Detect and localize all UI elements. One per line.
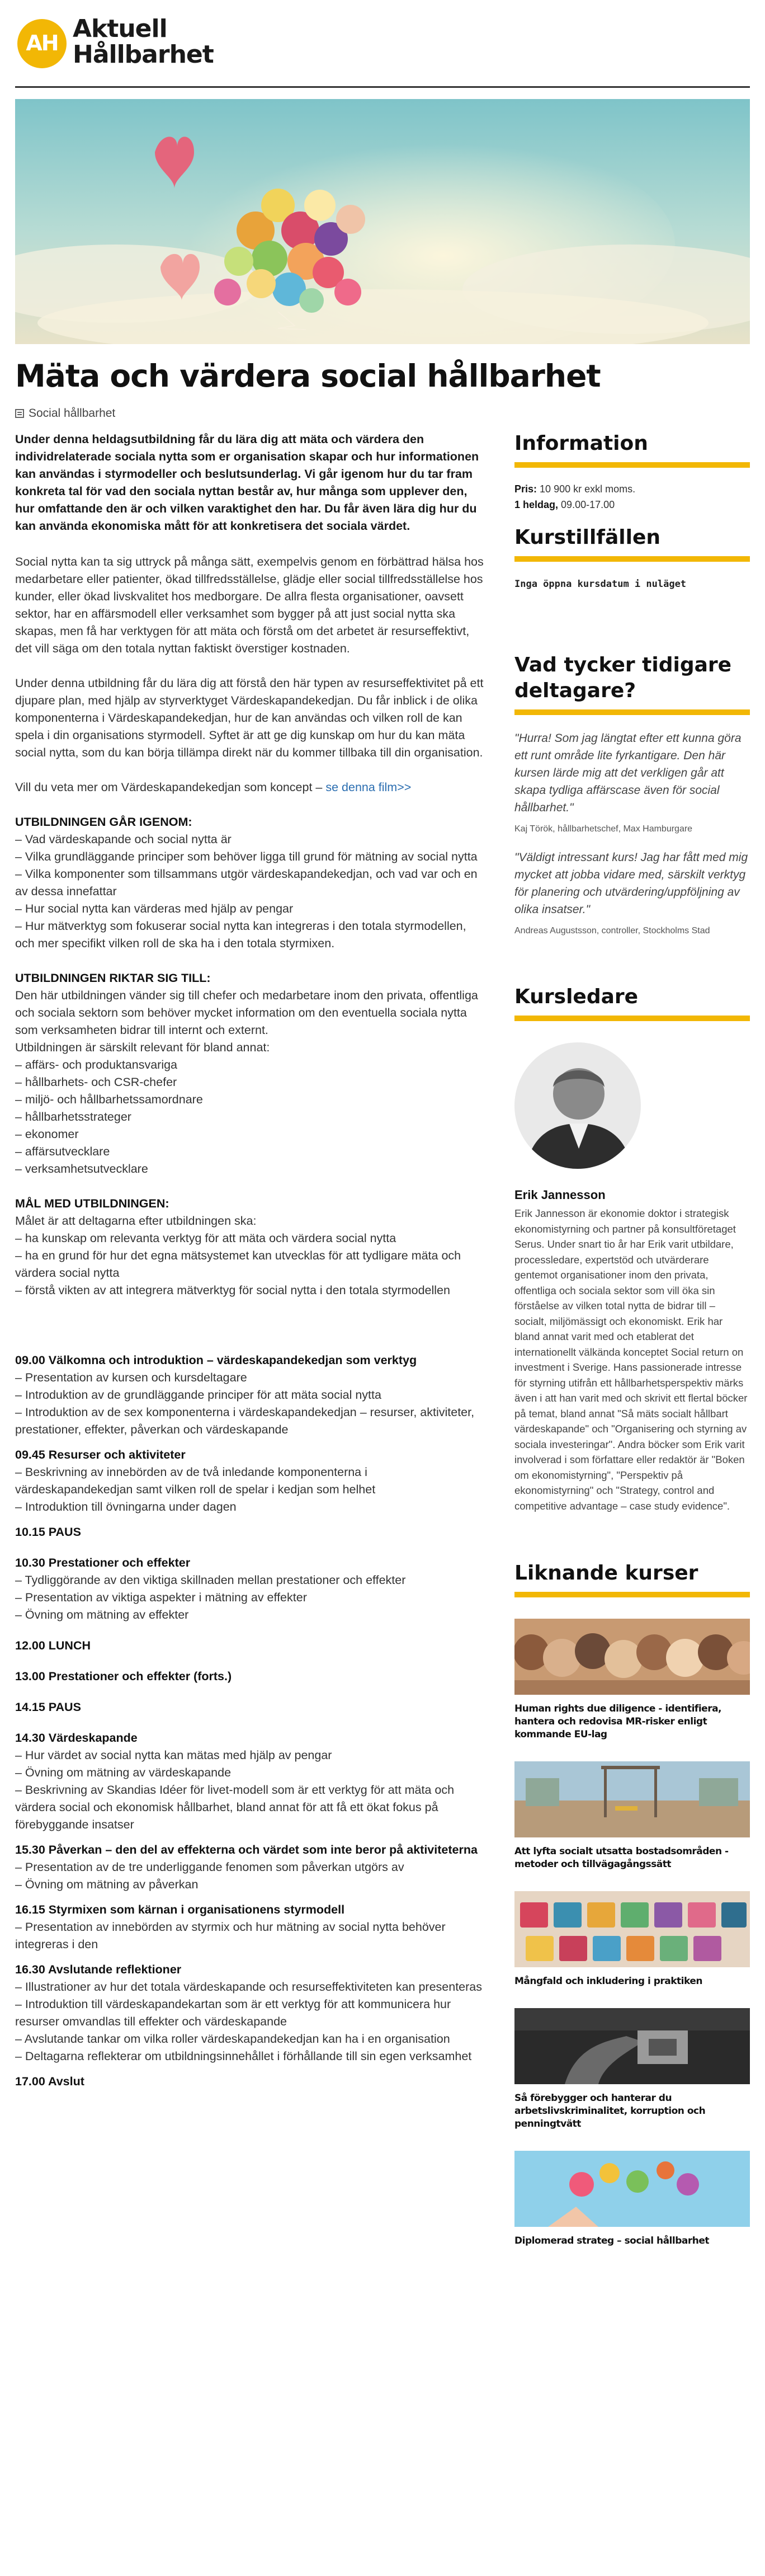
target-audience-item: – miljö- och hållbarhetssamordnare (15, 1093, 203, 1106)
body-paragraph-3 (15, 779, 485, 796)
schedule-line: – Övning om mätning av påverkan (15, 1878, 199, 1891)
body-paragraph-2: Under denna utbildning får du lära dig att förstå den här typen av resurseffektivitet på ett djupare plan, med hjälp av styrverktyget Värdeskapandekedjan. Du får inblick i de olika komponenterna i Värdeskapandekedjan, hur de kan användas och vilken roll de kan spela i din organisations styrmodell. Syftet är att ge dig kunskap om hur du kan mäta social nytta, som du kan börja tillämpa direkt när du kommer tillbaka till din organisation. (15, 676, 484, 759)
price-row (514, 481, 750, 497)
schedule-afternoon: 13.00 Prestationer och effekter (forts.) (15, 1670, 232, 1683)
logo-line1: Aktuell (73, 15, 167, 43)
similar-course-title[interactable]: Så förebygger och hanterar du arbetslivskriminalitet, korruption och penningtvätt (514, 2093, 706, 2130)
schedule-line: – Hur värdet av social nytta kan mätas med hjälp av pengar (15, 1748, 332, 1762)
information-heading: Information (514, 431, 750, 468)
similar-course-title[interactable]: Diplomerad strateg – social hållbarhet (514, 2235, 709, 2246)
schedule-item (15, 1901, 485, 1953)
similar-course-card[interactable] (514, 2151, 750, 2248)
similar-course-card[interactable] (514, 1761, 750, 1871)
similar-course-card[interactable] (514, 1891, 750, 1988)
schedule-line: – Illustrationer av hur det totala värdeskapande och resurseffektiviteten kan presenteras (15, 1980, 483, 1994)
course-covers-item: – Hur social nytta kan värderas med hjälp av pengar (15, 902, 294, 915)
category-label: Social hållbarhet (29, 407, 116, 420)
teacher-heading: Kursledare (514, 984, 750, 1021)
schedule-item (15, 1352, 485, 1439)
target-audience-item: – hållbarhets- och CSR-chefer (15, 1075, 177, 1089)
schedule-break: 10.15 PAUS (15, 1525, 81, 1539)
target-audience-section (15, 970, 485, 1178)
schedule-line: – Introduktion av de sex komponenterna i värdeskapandekedjan – resurser, aktiviteter, prestationer, effekter, påverkan och värdeskapande (15, 1405, 475, 1436)
category-link[interactable] (15, 407, 115, 420)
duration-label: 1 heldag, (514, 499, 559, 510)
target-audience-item: – affärsutvecklare (15, 1145, 110, 1158)
target-audience-intro: Utbildningen är särskilt relevant för bland annat: (15, 1041, 270, 1054)
aims-heading: MÅL MED UTBILDNINGEN: (15, 1197, 169, 1210)
schedule-lunch: 12.00 LUNCH (15, 1639, 91, 1652)
duration-value: 09.00-17.00 (561, 499, 615, 510)
site-header (15, 0, 750, 88)
course-covers-item: – Vad värdeskapande och social nytta är (15, 833, 232, 846)
target-audience-item: – verksamhetsutvecklare (15, 1162, 148, 1176)
course-covers-heading: UTBILDNINGEN GÅR IGENOM: (15, 815, 192, 829)
schedule-line: – Presentation av viktiga aspekter i mätning av effekter (15, 1591, 307, 1604)
schedule-line: – Presentation av de tre underliggande fenomen som påverkan utgörs av (15, 1860, 404, 1874)
schedule-line: – Introduktion till värdeskapandekartan som är ett verktyg för att kommunicera hur resurser omvandlas till effekter och värdeskapande (15, 1997, 451, 2028)
schedule-line: – Beskrivning av Skandias Idéer för livet-modell som är ett verktyg för att mäta och värdera social och ekonomisk hållbarhet, bland annat för att få ett ökat fokus på förebyggande insatser (15, 1783, 455, 1831)
schedule-line: – Deltagarna reflekterar om utbildningsinnehållet i förhållande till sin egen verksamhet (15, 2049, 472, 2063)
logo-wordmark[interactable] (73, 16, 214, 68)
course-covers-item: – Vilka grundläggande principer som behöver ligga till grund för mätning av social nytta (15, 850, 478, 863)
target-audience-heading: UTBILDNINGEN RIKTAR SIG TILL: (15, 971, 211, 985)
price-value: 10 900 kr exkl moms. (540, 483, 636, 495)
schedule-line: – Presentation av kursen och kursdeltagare (15, 1371, 247, 1384)
course-dates-heading: Kurstillfällen (514, 525, 750, 562)
schedule-item (15, 1446, 485, 1516)
schedule-item (15, 1554, 485, 1624)
schedule-item (15, 1961, 485, 2065)
schedule-line: – Övning om mätning av effekter (15, 1608, 189, 1621)
course-covers-item: – Vilka komponenter som tillsammans utgör värdeskapandekedjan, och vad var och en av dessa innefattar (15, 867, 478, 898)
similar-courses-heading: Liknande kurser (514, 1560, 750, 1597)
logo-mark[interactable] (17, 19, 67, 68)
aims-item: – förstå vikten av att integrera mätverktyg för social nytta i den totala styrmodellen (15, 1284, 450, 1297)
testimonial-quote: "Väldigt intressant kurs! Jag har fått med mig mycket att jobba vidare med, särskilt verktyg för planering och utvärdering/uppföljning av olika insatser." (514, 851, 748, 916)
schedule-item (15, 1729, 485, 1834)
testimonials-heading: Vad tycker tidigare deltagare? (514, 652, 750, 715)
film-intro-text: Vill du veta mer om Värdeskapandekedjan som koncept – (15, 781, 326, 794)
teacher-name: Erik Jannesson (514, 1188, 606, 1202)
schedule-time: 14.30 Värdeskapande (15, 1731, 138, 1745)
teacher-portrait (514, 1042, 641, 1169)
schedule-time: 09.45 Resurser och aktiviteter (15, 1448, 186, 1461)
schedule-time: 09.00 Välkomna och introduktion – värdeskapandekedjan som verktyg (15, 1353, 417, 1367)
schedule-end: 17.00 Avslut (15, 2075, 84, 2088)
aims-intro: Målet är att deltagarna efter utbildningen ska: (15, 1214, 257, 1228)
price-label: Pris: (514, 483, 537, 495)
schedule-time: 16.30 Avslutande reflektioner (15, 1963, 182, 1976)
similar-course-card[interactable] (514, 1619, 750, 1741)
schedule-break: 14.15 PAUS (15, 1700, 81, 1714)
similar-course-image[interactable] (514, 1619, 750, 1695)
similar-course-title[interactable]: Att lyfta socialt utsatta bostadsområden - metoder och tillvägagångssätt (514, 1846, 729, 1870)
target-audience-item: – hållbarhetsstrateger (15, 1110, 131, 1124)
similar-course-image[interactable] (514, 2008, 750, 2084)
schedule-line: – Presentation av innebörden av styrmix och hur mätning av social nytta behöver integreras i den (15, 1920, 446, 1951)
similar-course-title[interactable]: Mångfald och inkludering i praktiken (514, 1976, 702, 1987)
testimonial-author: Kaj Török, hållbarhetschef, Max Hamburgare (514, 824, 693, 834)
schedule-time: 15.30 Påverkan – den del av effekterna och värdet som inte beror på aktiviteterna (15, 1843, 478, 1856)
schedule-line: – Avslutande tankar om vilka roller värdeskapandekedjan kan ha i en organisation (15, 2032, 450, 2046)
target-audience-item: – affärs- och produktansvariga (15, 1058, 178, 1071)
testimonial-author: Andreas Augustsson, controller, Stockholms Stad (514, 926, 710, 936)
schedule-line: – Introduktion till övningarna under dagen (15, 1500, 237, 1513)
similar-courses-list (514, 1619, 750, 2248)
no-dates-notice: Inga öppna kursdatum i nuläget (514, 579, 687, 590)
body-paragraph-1: Social nytta kan ta sig uttryck på många sätt, exempelvis genom en förbättrad hälsa hos medarbetare eller patienter, ökad tillfredsställelse, glädje eller social tillfredsställelse hos kunder, eller ökad livskvalitet hos medborgare. De allra flesta organisationer, oavsett sektor, har en affärsmodell eller verksamhet som bygger på att just social nytta ska skapas, men få har verktygen för att mäta och förstå om det arbetet är resurseffektivt, det vill säga om den totala nyttan faktiskt överstiger kostnaden. (15, 555, 484, 655)
information-box (514, 481, 750, 513)
sidebar (514, 431, 750, 2268)
hero-image (15, 99, 750, 344)
duration-row (514, 497, 750, 513)
main-content (15, 431, 485, 2104)
similar-course-image[interactable] (514, 2151, 750, 2227)
target-audience-item: – ekonomer (15, 1127, 79, 1141)
schedule-line: – Beskrivning av innebörden av de två inledande komponenterna i värdeskapandekedjan samt vilken roll de spelar i kedjan som helhet (15, 1465, 376, 1496)
teacher-bio: Erik Jannesson är ekonomie doktor i strategisk ekonomistyrning och partner på konsultföretaget Serus. Under snart tio år har Erik varit utbildare, processledare, expertstöd och utvärderare gentemot organisationer inom den privata, offentliga och sociala sektor som vill öka sin förståelse av vilken total nytta de bidrar till – socialt, miljömässigt och ekonomiskt. Erik har bland annat varit med och etablerat det internationellt välkända konceptet Social return on investment i Sverige. Hans passionerade intresse för styrning utifrån ett hållbarhetsperspektiv märks även i att han varit med och skrivit ett flertal böcker på temat, bland annat "Så mäts socialt hållbart värdeskapande" och "Organisering och styrning av sociala investeringar". Andra böcker som Erik varit involverad i som författare eller redaktör är "Boken om ekonomistyrning", "Perspektiv på ekonomistyrning" och "Strategy, control and competitive advantage – case study evidence". (514, 1207, 748, 1512)
schedule-line: – Introduktion av de grundläggande principer för att mäta social nytta (15, 1388, 381, 1402)
target-audience-text: Den här utbildningen vänder sig till chefer och medarbetare inom den privata, offentliga och sociala sektorn som behöver mycket information om den eventuella sociala nytta som verksamheten bidrar till internt och externt. (15, 989, 478, 1037)
logo-mark-text: AH (26, 31, 58, 55)
similar-course-title[interactable]: Human rights due diligence - identifiera, hantera och redovisa MR-risker enligt kommande EU-lag (514, 1703, 722, 1740)
schedule (15, 1352, 485, 2090)
page-title: Mäta och värdera social hållbarhet (15, 358, 601, 394)
schedule-time: 10.30 Prestationer och effekter (15, 1556, 191, 1569)
similar-course-image[interactable] (514, 1761, 750, 1837)
lead-paragraph: Under denna heldagsutbildning får du lära dig att mäta och värdera den individrelaterade sociala nytta som er organisation skapar och hur informationen kan användas i styrmodeller och beslutsunderlag. Vi går igenom hur du tar fram konkreta tal för vad den sociala nyttan består av, hur många som upplever den, hur omfattande den är och vilken varaktighet den har. Du får även lära dig hur du kan använda ekonomiska mått för att konkretisera det sociala värdet. (15, 433, 479, 533)
logo-line2: Hållbarhet (73, 40, 214, 69)
course-covers-item: – Hur mätverktyg som fokuserar social nytta kan integreras i den totala styrmodellen, och mer specifikt vilken roll de ska ha i den totala styrmixen. (15, 919, 466, 950)
similar-course-image[interactable] (514, 1891, 750, 1967)
schedule-line: – Tydliggörande av den viktiga skillnaden mellan prestationer och effekter (15, 1573, 406, 1587)
course-covers-section (15, 814, 485, 952)
aims-item: – ha en grund för hur det egna mätsystemet kan utvecklas för att tydligare mäta och värdera social nytta (15, 1249, 461, 1280)
schedule-line: – Övning om mätning av värdeskapande (15, 1766, 232, 1779)
film-link[interactable]: se denna film>> (325, 781, 412, 794)
aims-item: – ha kunskap om relevanta verktyg för att mäta och värdera social nytta (15, 1231, 396, 1245)
aims-section (15, 1195, 485, 1299)
category-icon (15, 409, 24, 418)
similar-course-card[interactable] (514, 2008, 750, 2131)
schedule-item (15, 1841, 485, 1893)
schedule-time: 16.15 Styrmixen som kärnan i organisationens styrmodell (15, 1903, 345, 1916)
testimonial-quote: "Hurra! Som jag längtat efter ett kunna göra ett runt område lite fyrkantigare. Den här kursen lärde mig att det verkligen går att skapa tydliga affärscase även för social hållbarhet." (514, 732, 742, 814)
